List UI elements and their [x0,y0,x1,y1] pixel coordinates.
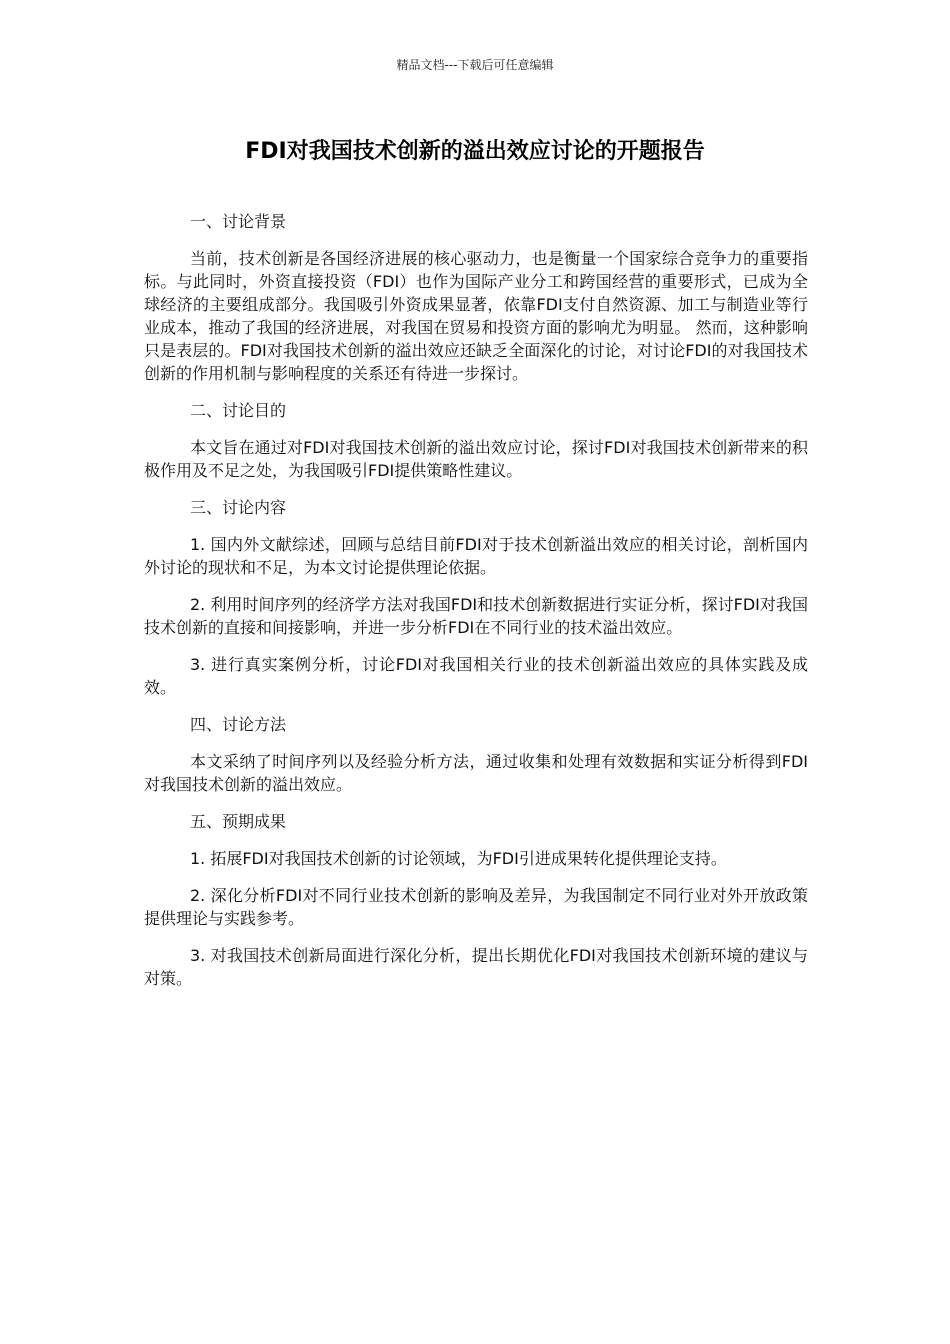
section-heading: 三、讨论内容 [190,498,287,517]
section-expected-results [144,810,808,990]
section-content [144,496,808,699]
paragraph: 本文旨在通过对FDI对我国技术创新的溢出效应讨论，探讨FDI对我国技术创新带来的积极作用及不足之处，为我国吸引FDI提供策略性建议。 [144,438,808,480]
section-heading: 五、预期成果 [190,812,287,831]
section-method [144,713,808,796]
section-heading: 二、讨论目的 [190,401,287,420]
section-background [144,210,808,385]
document-body [144,210,808,1004]
document-title: FDI对我国技术创新的溢出效应讨论的开题报告 [245,139,705,164]
list-item: 1. 国内外文献综述，回顾与总结目前FDI对于技术创新溢出效应的相关讨论，剖析国内外讨论的现状和不足，为本文讨论提供理论依据。 [144,535,808,577]
list-item: 3. 进行真实案例分析，讨论FDI对我国相关行业的技术创新溢出效应的具体实践及成效。 [144,655,808,697]
list-item: 3. 对我国技术创新局面进行深化分析，提出长期优化FDI对我国技术创新环境的建议与对策。 [144,946,808,988]
paragraph: 当前，技术创新是各国经济进展的核心驱动力，也是衡量一个国家综合竞争力的重要指标。与此同时，外资直接投资（FDI）也作为国际产业分工和跨国经营的重要形式，已成为全球经济的主要组成部分。我国吸引外资成果显著，依靠FDI支付自然资源、加工与制造业等行业成本，推动了我国的经济进展，对我国在贸易和投资方面的影响尤为明显。 然而，这种影响只是表层的。FDI对我国技术创新的溢出效应还缺乏全面深化的讨论，对讨论FDI的对我国技术创新的作用机制与影响程度的关系还有待进一步探讨。 [144,249,808,383]
list-item: 2. 利用时间序列的经济学方法对我国FDI和技术创新数据进行实证分析，探讨FDI对我国技术创新的直接和间接影响，并进一步分析FDI在不同行业的技术溢出效应。 [144,595,808,637]
section-heading: 一、讨论背景 [190,212,287,231]
list-item: 2. 深化分析FDI对不同行业技术创新的影响及差异，为我国制定不同行业对外开放政策提供理论与实践参考。 [144,886,808,928]
page-header-watermark: 精品文档---下载后可任意编辑 [396,58,554,72]
paragraph: 本文采纳了时间序列以及经验分析方法，通过收集和处理有效数据和实证分析得到FDI对我国技术创新的溢出效应。 [144,752,808,794]
section-heading: 四、讨论方法 [190,715,287,734]
list-item: 1. 拓展FDI对我国技术创新的讨论领域，为FDI引进成果转化提供理论支持。 [190,849,727,868]
section-purpose [144,399,808,482]
